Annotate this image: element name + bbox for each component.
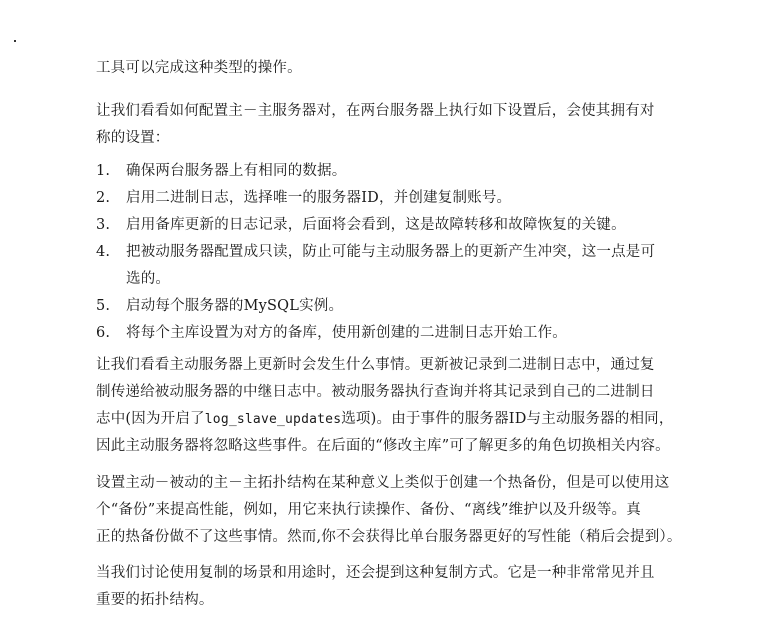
list-text: 将每个主库设置为对方的备库，使用新创建的二进制日志开始工作。 bbox=[126, 325, 567, 341]
list-text: 把被动服务器配置成只读，防止可能与主动服务器上的更新产生冲突，这一点是可 bbox=[126, 244, 656, 260]
list-number: 2. bbox=[96, 190, 111, 206]
paragraph-line: 制传递给被动服务器的中继日志中。被动服务器执行查询并将其记录到自己的二进制日 bbox=[96, 384, 655, 400]
paragraph-line: 设置主动－被动的主－主拓扑结构在某种意义上类似于创建一个热备份，但是可以使用这 bbox=[96, 475, 670, 491]
paragraph-line: 因此主动服务器将忽略这些事件。在后面的“修改主库”可了解更多的角色切换相关内容。 bbox=[96, 438, 670, 454]
inline-code: log_slave_updates bbox=[204, 412, 342, 427]
list-text: 确保两台服务器上有相同的数据。 bbox=[126, 163, 347, 179]
paragraph-line bbox=[96, 406, 736, 433]
paragraph-intro bbox=[96, 55, 736, 82]
list-item bbox=[96, 239, 736, 293]
paragraph-line: 工具可以完成这种类型的操作。 bbox=[96, 60, 302, 76]
list-text: 启用二进制日志，选择唯一的服务器ID，并创建复制账号。 bbox=[126, 190, 512, 206]
paragraph-active-passive bbox=[96, 470, 736, 551]
list-text: 选的。 bbox=[126, 271, 171, 287]
list-number: 6. bbox=[96, 325, 111, 341]
list-item bbox=[96, 212, 736, 239]
paragraph-line: 个“备份”来提高性能，例如，用它来执行读操作、备份、“离线”维护以及升级等。真 bbox=[96, 502, 641, 518]
list-number: 3. bbox=[96, 217, 111, 233]
list-number: 4. bbox=[96, 244, 111, 260]
paragraph-line: 让我们看看如何配置主－主服务器对，在两台服务器上执行如下设置后，会使其拥有对 bbox=[96, 103, 655, 119]
paragraph-line: 让我们看看主动服务器上更新时会发生什么事情。更新被记录到二进制日志中，通过复 bbox=[96, 357, 655, 373]
scan-speck bbox=[14, 40, 16, 42]
list-item bbox=[96, 293, 736, 320]
paragraph-line: 正的热备份做不了这些事情。然而,你不会获得比单台服务器更好的写性能（稍后会提到）。 bbox=[96, 529, 682, 545]
list-item bbox=[96, 158, 736, 185]
list-number: 1. bbox=[96, 163, 111, 179]
list-text: 启动每个服务器的MySQL实例。 bbox=[126, 298, 344, 314]
setup-steps-list bbox=[96, 158, 736, 347]
text-fragment: 志中(因为开启了 bbox=[96, 411, 205, 427]
list-number: 5. bbox=[96, 298, 111, 314]
list-item bbox=[96, 185, 736, 212]
paragraph-usage bbox=[96, 560, 736, 614]
paragraph-line: 重要的拓扑结构。 bbox=[96, 592, 214, 608]
paragraph-line: 称的设置： bbox=[96, 130, 170, 146]
list-item bbox=[96, 320, 736, 347]
paragraph-config bbox=[96, 98, 736, 152]
text-fragment: 选项)。由于事件的服务器ID与主动服务器的相同， bbox=[341, 411, 674, 427]
paragraph-line: 当我们讨论使用复制的场景和用途时，还会提到这种复制方式。它是一种非常常见并且 bbox=[96, 565, 655, 581]
paragraph-active-update bbox=[96, 352, 736, 460]
list-text: 启用备库更新的日志记录，后面将会看到，这是故障转移和故障恢复的关键。 bbox=[126, 217, 626, 233]
